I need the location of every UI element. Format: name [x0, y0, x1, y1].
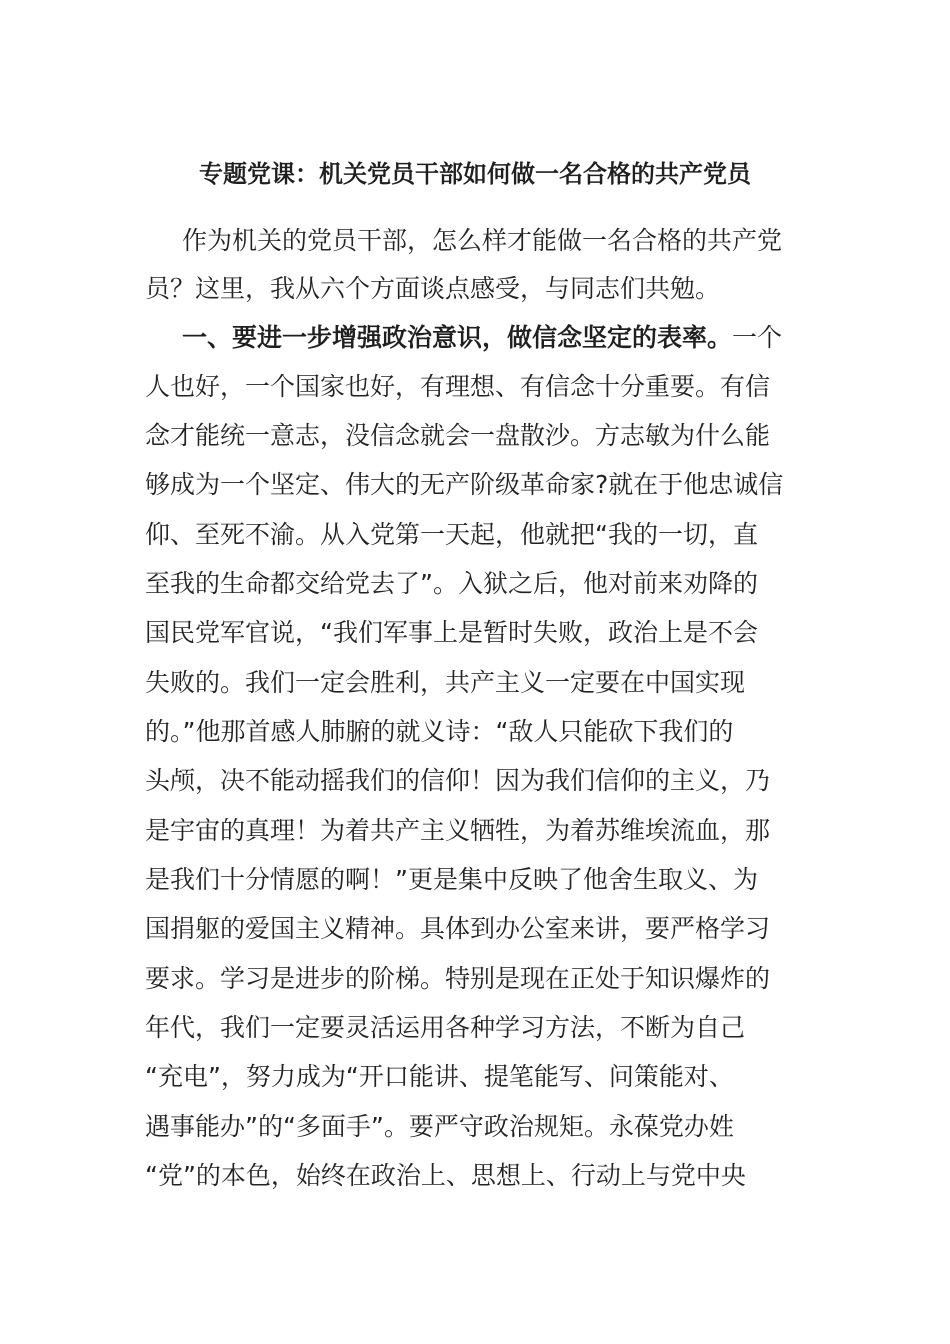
paragraph-line: 仰、至死不渝。从入党第一天起，他就把“我的一切，直: [145, 520, 758, 549]
paragraph-line: 念才能统一意志，没信念就会一盘散沙。方志敏为什么能: [145, 421, 771, 450]
paragraph-line: 国民党军官说，“我们军事上是暂时失败，政治上是不会: [145, 618, 758, 647]
paragraph-line: “充电”，努力成为“开口能讲、提笔能写、问策能对、: [145, 1062, 734, 1091]
paragraph-line: 是我们十分情愿的啊！”更是集中反映了他舍生取义、为: [145, 865, 758, 894]
paragraph-line: 年代，我们一定要灵活运用各种学习方法，不断为自己: [145, 1013, 746, 1042]
paragraph-line: “党”的本色，始终在政治上、思想上、行动上与党中央: [145, 1161, 746, 1190]
section-1-heading: 一、要进一步增强政治意识，做信念坚定的表率。: [182, 323, 733, 352]
intro-line: 作为机关的党员干部，怎么样才能做一名合格的共产党: [182, 226, 783, 255]
paragraph-line: 是宇宙的真理！为着共产主义牺牲，为着苏维埃流血，那: [145, 816, 771, 845]
paragraph-line: 要求。学习是进步的阶梯。特别是现在正处于知识爆炸的: [145, 964, 771, 993]
paragraph-line: 头颅，决不能动摇我们的信仰！因为我们信仰的主义，乃: [145, 766, 771, 795]
paragraph-line: 国捐躯的爱国主义精神。具体到办公室来讲，要严格学习: [145, 914, 771, 943]
section-1-first-line: [182, 318, 782, 358]
section-1-first-line-tail: 一个: [732, 323, 783, 352]
paragraph-line: 够成为一个坚定、伟大的无产阶级革命家?就在于他忠诚信: [145, 470, 784, 499]
intro-line: 员？这里，我从六个方面谈点感受，与同志们共勉。: [145, 274, 721, 303]
paragraph-line: 失败的。我们一定会胜利，共产主义一定要在中国实现: [145, 668, 746, 697]
paragraph-line: 的。”他那首感人肺腑的就义诗：“敌人只能砍下我们的: [145, 717, 734, 746]
paragraph-line: 遇事能办”的“多面手”。要严守政治规矩。永葆党办姓: [145, 1112, 734, 1141]
paragraph-line: 至我的生命都交给党去了”。入狱之后，他对前来劝降的: [145, 569, 758, 598]
document-title: 专题党课：机关党员干部如何做一名合格的共产党员: [199, 160, 751, 188]
paragraph-line: 人也好，一个国家也好，有理想、有信念十分重要。有信: [145, 372, 771, 401]
